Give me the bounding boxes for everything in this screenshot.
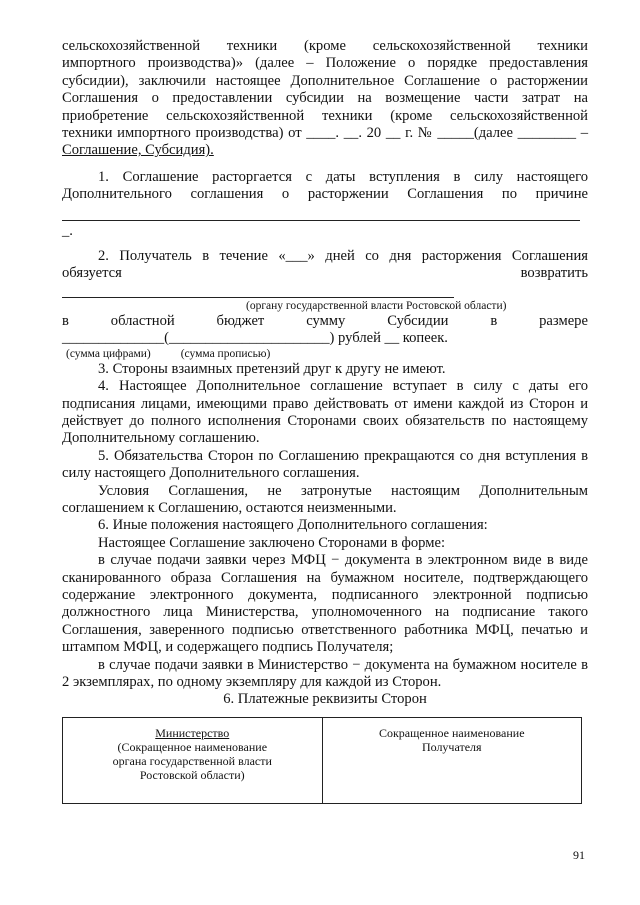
paragraph-4: 4. Настоящее Дополнительное соглашение вступает в силу с даты его подписания лицами, имеющими право действовать от имени каждой из Сторон и действует до полного исполнения Сторонами своих обязательств по настоящему Дополнительному соглашению. (62, 378, 588, 447)
paragraph-6: 6. Иные положения настоящего Дополнительного соглашения: (98, 517, 488, 534)
page-number: 91 (573, 848, 585, 862)
ministry-cell: Министерство (Сокращенное наименование органа государственной власти Ростовской области) (63, 718, 322, 803)
paragraph-2-line-5: ______________(______________________) рублей __ копеек. (62, 330, 448, 347)
paragraph-6a: Настоящее Соглашение заключено Сторонами в форме: (98, 534, 446, 551)
paragraph-2-line-1: 2. Получатель в течение «___» дней со дня расторжения Соглашения (98, 248, 588, 265)
intro-line-5: приобретение сельскохозяйственной техники (кроме сельскохозяйственной (62, 107, 588, 124)
paragraph-6b: в случае подачи заявки через МФЦ − документа в электронном виде в виде сканированного образа Соглашения на бумажном носителе, подтверждающего содержание электронного документа, подписанного электронной подписью должностного лица Министерства, уполномоченного на подписание такого Соглашения, заверенного подписью ответственного работника МФЦ, печатью и штампом МФЦ, и содержащего подпись Получателя; (62, 552, 588, 656)
intro-line-1: сельскохозяйственной техники (кроме сельскохозяйственной техники (62, 38, 588, 54)
paragraph-2-line-2: обязуется возвратить (62, 265, 588, 282)
paragraph-3: 3. Стороны взаимных претензий друг к другу не имеют. (98, 360, 446, 377)
intro-line-2: импортного производства)» (далее – Положение о порядке предоставления (62, 55, 588, 72)
note-sum-words: (сумма прописью) (180, 347, 271, 360)
paragraph-5: 5. Обязательства Сторон по Соглашению прекращаются со дня вступления в силу настоящего Дополнительного соглашения. (62, 447, 588, 482)
intro-line-6: техники импортного производства) от ____. __. 20 __ г. № _____(далее ________ – (62, 125, 588, 142)
intro-line-7: Соглашение, Субсидия). (62, 142, 214, 159)
intro-line-4: Соглашения о предоставлении субсидии на возмещение части затрат на (62, 90, 588, 107)
paragraph-1-line-1: 1. Соглашение расторгается с даты вступления в силу настоящего (98, 168, 588, 185)
paragraph-5b: Условия Соглашения, не затронутые настоящим Дополнительным соглашением к Соглашению, остаются неизменными. (62, 482, 588, 516)
intro-line-3: субсидии), заключили настоящее Дополнительное Соглашение о расторжении (62, 72, 588, 89)
note-sum-digits: (сумма цифрами) (66, 347, 151, 360)
note-organ: (органу государственной власти Ростовской области) (246, 299, 507, 312)
paragraph-1-tail: _. (62, 222, 73, 239)
paragraph-1-line-2: Дополнительного соглашения о расторжении Соглашения по причине (62, 186, 588, 203)
requisites-heading: 6. Платежные реквизиты Сторон (223, 691, 427, 708)
note-sum (66, 348, 588, 361)
paragraph-6c: в случае подачи заявки в Министерство − документа на бумажном носителе в 2 экземплярах, по одному экземпляру для каждой из Сторон. (62, 656, 588, 690)
document-body (62, 38, 588, 709)
ministry-title: Министерство (155, 726, 230, 740)
paragraph-2-line-4: в областной бюджет сумму Субсидии в размере (62, 312, 588, 329)
reason-blank-line (62, 208, 580, 221)
requisites-table (62, 717, 582, 804)
recipient-cell: Сокращенное наименование Получателя (322, 718, 582, 803)
organ-blank-line (62, 285, 454, 298)
